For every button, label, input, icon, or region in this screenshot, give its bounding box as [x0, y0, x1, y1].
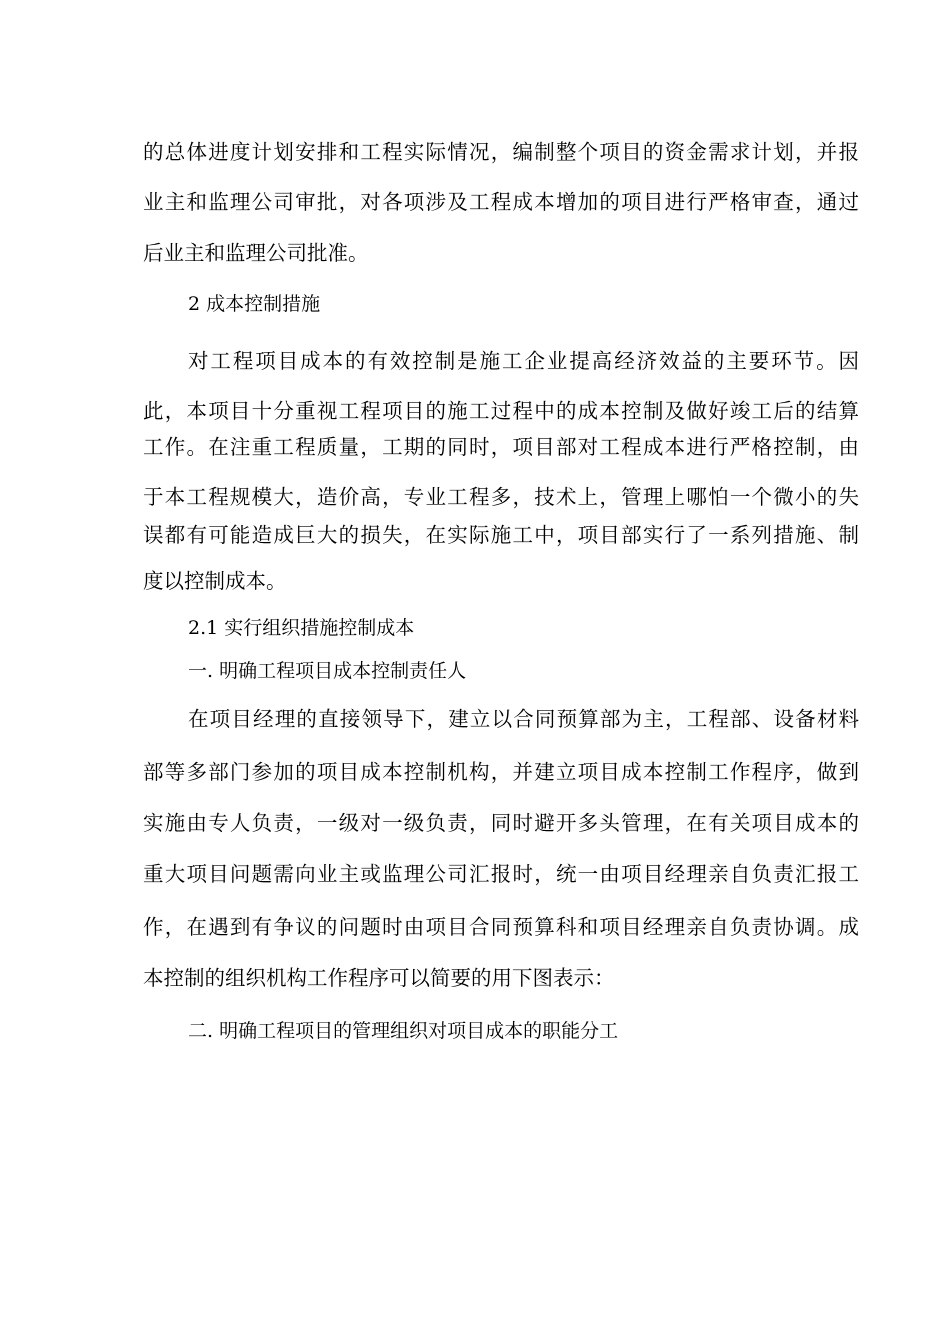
list-item-heading: 二. 明确工程项目的管理组织对项目成本的职能分工: [188, 1020, 619, 1042]
paragraph-line: 的总体进度计划安排和工程实际情况，编制整个项目的资金需求计划，并报: [143, 140, 859, 164]
paragraph-line: 后业主和监理公司批准。: [143, 241, 369, 265]
paragraph-line: 工作。在注重工程质量，工期的同时，项目部对工程成本进行严格控制，由: [143, 435, 859, 459]
paragraph-line: 本控制的组织机构工作程序可以简要的用下图表示：: [143, 966, 615, 990]
paragraph-line: 作，在遇到有争议的问题时由项目合同预算科和项目经理亲自负责协调。成: [143, 915, 859, 939]
paragraph-line: 部等多部门参加的项目成本控制机构，并建立项目成本控制工作程序，做到: [143, 760, 859, 784]
section-heading: 2 成本控制措施: [188, 293, 321, 315]
paragraph-line: 于本工程规模大，造价高，专业工程多，技术上，管理上哪怕一个微小的失: [143, 485, 859, 509]
paragraph-line: 重大项目问题需向业主或监理公司汇报时，统一由项目经理亲自负责汇报工: [143, 862, 859, 886]
paragraph-line: 对工程项目成本的有效控制是施工企业提高经济效益的主要环节。因: [188, 349, 859, 373]
paragraph-line: 业主和监理公司审批，对各项涉及工程成本增加的项目进行严格审查，通过: [143, 190, 859, 214]
paragraph-line: 此，本项目十分重视工程项目的施工过程中的成本控制及做好竣工后的结算: [143, 399, 859, 423]
subsection-heading: 2.1 实行组织措施控制成本: [188, 617, 415, 639]
paragraph-line: 在项目经理的直接领导下，建立以合同预算部为主，工程部、设备材料: [188, 707, 859, 731]
paragraph-line: 实施由专人负责，一级对一级负责，同时避开多头管理，在有关项目成本的: [143, 811, 859, 835]
list-item-heading: 一. 明确工程项目成本控制责任人: [188, 660, 467, 682]
paragraph-line: 误都有可能造成巨大的损失，在实际施工中，项目部实行了一系列措施、制: [143, 523, 859, 547]
paragraph-line: 度以控制成本。: [143, 569, 287, 593]
